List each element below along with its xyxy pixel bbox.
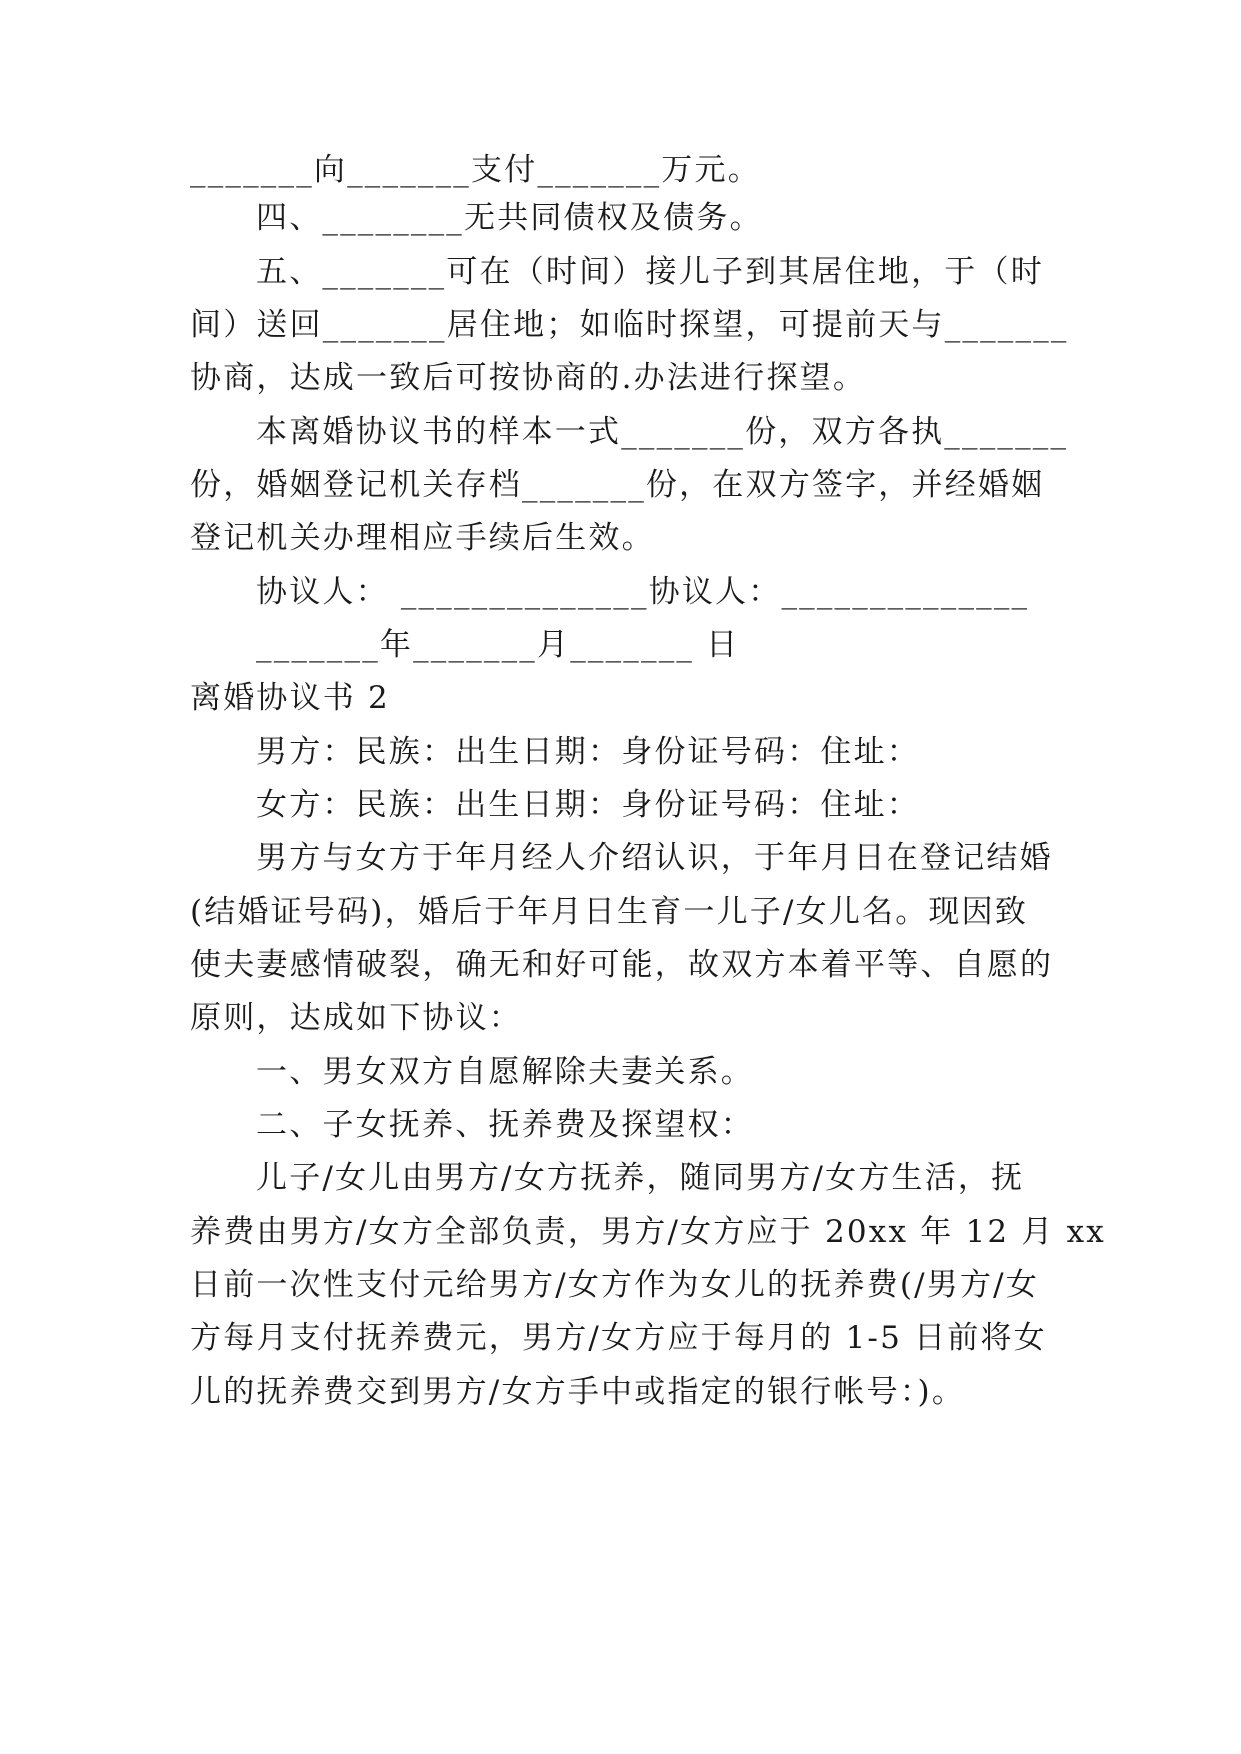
- text-line: 四、________无共同债权及债务。: [256, 200, 763, 236]
- section-title: 离婚协议书 2: [190, 680, 390, 716]
- signature-line: 协议人： ______________协议人：______________: [256, 574, 1030, 610]
- text-line: 二、子女抚养、抚养费及探望权：: [256, 1107, 754, 1143]
- text-line: 五、_______可在（时间）接儿子到其居住地，于（时: [256, 254, 1044, 290]
- text-line: 协商，达成一致后可按协商的.办法进行探望。: [190, 360, 867, 396]
- text-line: 登记机关办理相应手续后生效。: [190, 520, 655, 556]
- date-line: _______年_______月_______ 日: [256, 627, 740, 663]
- text-line: 本离婚协议书的样本一式_______份，双方各执_______: [256, 414, 1069, 450]
- text-line: 一、男女双方自愿解除夫妻关系。: [256, 1054, 754, 1090]
- text-line: 男方与女方于年月经人介绍认识，于年月日在登记结婚: [256, 840, 1053, 876]
- text-line: 养费由男方/女方全部负责，男方/女方应于 20xx 年 12 月 xx: [190, 1214, 1106, 1250]
- text-line: 日前一次性支付元给男方/女方作为女儿的抚养费(/男方/女: [190, 1267, 1040, 1303]
- text-line: (结婚证号码)，婚后于年月日生育一儿子/女儿名。现因致: [190, 894, 1029, 930]
- text-line: 女方：民族：出生日期：身份证号码：住址：: [256, 787, 920, 823]
- text-line: 方每月支付抚养费元，男方/女方应于每月的 1-5 日前将女: [190, 1320, 1047, 1356]
- text-line: 间）送回_______居住地；如临时探望，可提前天与_______: [190, 307, 1069, 343]
- text-line: 儿子/女儿由男方/女方抚养，随同男方/女方生活，抚: [256, 1160, 1025, 1196]
- text-line: 男方：民族：出生日期：身份证号码：住址：: [256, 734, 920, 770]
- text-line: 儿的抚养费交到男方/女方手中或指定的银行帐号：)。: [190, 1374, 966, 1410]
- text-line: _______向_______支付_______万元。: [190, 152, 761, 188]
- text-line: 原则，达成如下协议：: [190, 1000, 522, 1036]
- text-line: 份，婚姻登记机关存档_______份，在双方签字，并经婚姻: [190, 467, 1045, 503]
- text-line: 使夫妻感情破裂，确无和好可能，故双方本着平等、自愿的: [190, 947, 1054, 983]
